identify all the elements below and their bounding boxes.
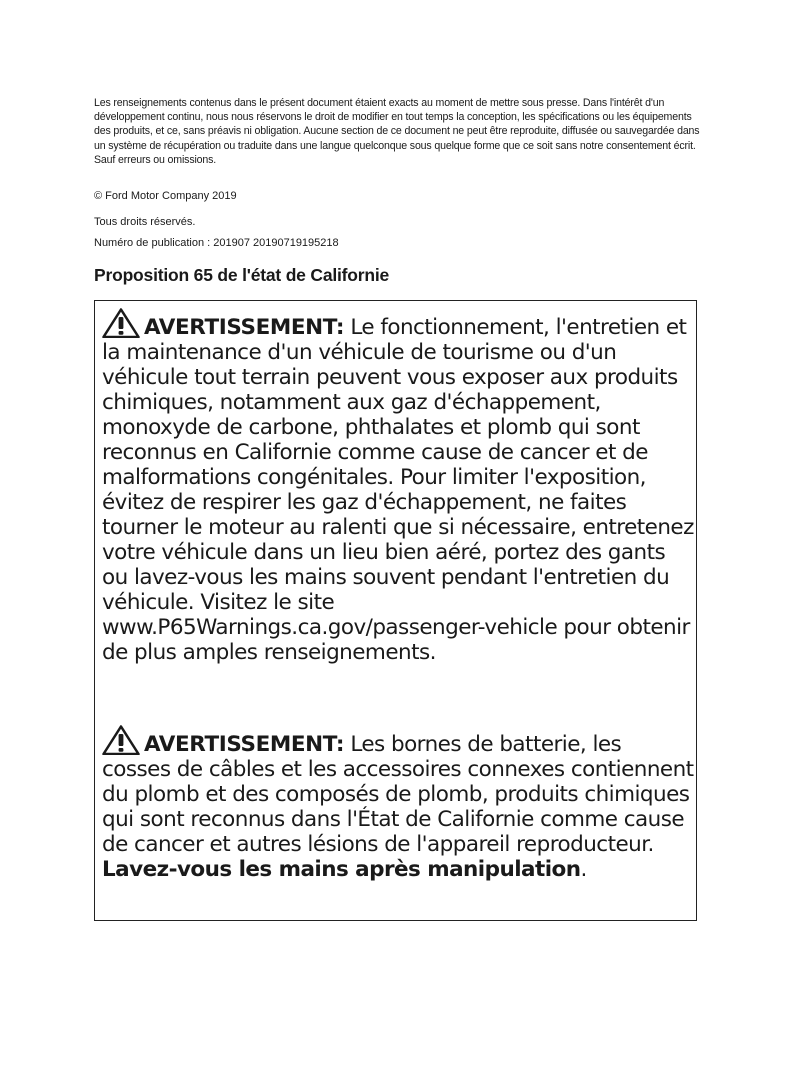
warning-body: Les bornes de batterie, les cosses de câbles et les accessoires connexes contiennent du plomb et des composés de plomb, produits chimiques qui sont reconnus dans l'État de Californie comme cause de cancer et autres lésions de l'appareil reproducteur. — [102, 732, 694, 857]
warning-exhaust — [102, 308, 694, 665]
warning-emphasis: Lavez-vous les mains après manipulation — [102, 857, 581, 882]
warning-label: AVERTISSEMENT: — [144, 315, 345, 340]
warning-battery — [102, 725, 694, 882]
rights-text: Tous droits réservés. — [94, 216, 196, 228]
warning-label: AVERTISSEMENT: — [144, 732, 345, 757]
copyright-text: © Ford Motor Company 2019 — [94, 190, 237, 202]
warning-triangle-icon — [102, 308, 140, 338]
disclaimer-text: Les renseignements contenus dans le présent document étaient exacts au moment de mettre sous presse. Dans l'intérêt d'un développement continu, nous nous réservons le droit de modifier en tout temps la conception, les spécifications ou les équipements des produits, et ce, sans préavis ni obligation. Aucune section de ce document ne peut être reproduite, diffusée ou sauvegardée dans un système de récupération ou traduite dans une langue quelconque sous quelque forme que ce soit sans notre consentement écrit. Sauf erreurs ou omissions. — [94, 97, 700, 166]
warning-box — [94, 300, 697, 921]
warning-triangle-icon — [102, 725, 140, 755]
warning-body: Le fonctionnement, l'entretien et la maintenance d'un véhicule de tourisme ou d'un véhicule tout terrain peuvent vous exposer aux produits chimiques, notamment aux gaz d'échappement, monoxyde de carbone, phthalates et plomb qui sont reconnus en Californie comme cause de cancer et de malformations congénitales. Pour limiter l'exposition, évitez de respirer les gaz d'échappement, ne faites tourner le moteur au ralenti que si nécessaire, entretenez votre véhicule dans un lieu bien aéré, portez des gants ou lavez-vous les mains souvent pendant l'entretien du véhicule. Visitez le site www.P65Warnings.ca.gov/passenger-vehicle pour obtenir de plus amples renseignements. — [102, 315, 694, 665]
publication-number: Numéro de publication : 201907 20190719195218 — [94, 237, 339, 249]
section-title: Proposition 65 de l'état de Californie — [94, 265, 390, 285]
warning-end-punctuation: . — [580, 857, 587, 882]
